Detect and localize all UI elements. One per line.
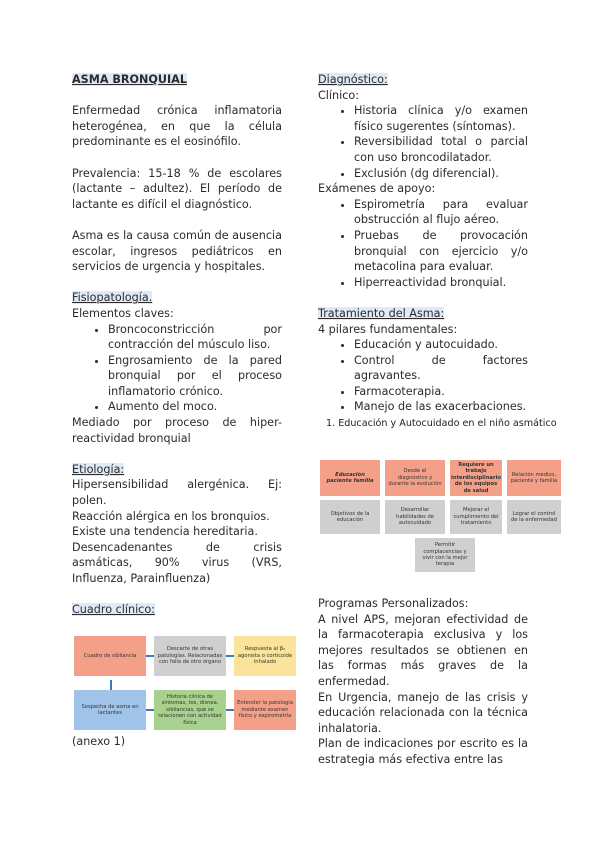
- arrow-icon: [146, 709, 154, 711]
- list-item: • Historia clínica y/o examen físico sugerentes (síntomas).: [354, 103, 528, 134]
- etio-line: Existe una tendencia hereditaria.: [72, 525, 258, 539]
- diagram-box: Desde el diagnóstico y durante la evolución: [385, 460, 445, 496]
- diagram-box: Respuesta al β₂ agonista o corticoide inhalado: [234, 636, 296, 676]
- programas-section: [318, 596, 528, 768]
- diagram-box: Permitir complacencias y vivir con la mejor terapia: [415, 538, 475, 572]
- clinico-label: Clínico:: [318, 88, 359, 102]
- tratamiento-heading: Tratamiento del Asma:: [318, 306, 445, 320]
- list-item: • Hiperreactividad bronquial.: [354, 275, 528, 291]
- causa-paragraph: Asma es la causa común de ausencia escolar, ingresos pediátricos en servicios de urgencia y hospitales.: [72, 228, 282, 274]
- list-item: • Educación y autocuidado.: [354, 337, 528, 353]
- list-item: • Reversibilidad total o parcial con uso broncodilatador.: [354, 134, 528, 165]
- list-item: • Broncoconstricción por contracción del músculo liso.: [108, 322, 282, 353]
- diagram-box: Historia clínica de síntomas, tos, disnea, sibilancias, que se relacionen con actividad física: [154, 690, 226, 730]
- etio-line: Hipersensibilidad alergénica. Ej: polen.: [72, 478, 282, 508]
- arrow-icon: [146, 655, 154, 657]
- definition-paragraph: Enfermedad crónica inflamatoria heterogénea, en que la célula predominante es el eosinófilo.: [72, 104, 282, 149]
- right-column: [318, 72, 528, 415]
- edu-diagram-title: 1. Educación y Autocuidado en el niño asmático: [326, 418, 557, 429]
- cuadro-clinico-heading: Cuadro clínico:: [72, 603, 155, 617]
- diagram-box: Relación médico, paciente y familia: [507, 460, 561, 496]
- arrow-icon: [110, 680, 112, 690]
- etiologia-heading: Etiología:: [72, 462, 125, 476]
- list-item: • Pruebas de provocación bronquial con ejercicio y/o metacolina para evaluar.: [354, 228, 528, 275]
- list-item: • Engrosamiento de la pared bronquial por el proceso inflamatorio crónico.: [108, 353, 282, 400]
- page-title: ASMA BRONQUIAL: [72, 73, 187, 86]
- fisiopatologia-heading: Fisiopatología.: [72, 291, 153, 305]
- list-item: • Farmacoterapia.: [354, 384, 528, 400]
- programas-line: A nivel APS, mejoran efectividad de la farmacoterapia exclusiva y los mejores resultados se obtienen en las formas más graves de la enfermedad.: [318, 612, 528, 688]
- diagnostico-heading: Diagnóstico:: [318, 73, 388, 86]
- diagram-box: Cuadro de sibilancia: [74, 636, 146, 676]
- tratamiento-intro: 4 pilares fundamentales:: [318, 322, 458, 336]
- fisio-outro: Mediado por proceso de hiper-reactividad bronquial: [72, 416, 282, 445]
- tratamiento-list: [318, 337, 528, 415]
- diagram-box: Sospecha de asma en lactantes: [74, 690, 146, 730]
- examenes-list: [318, 197, 528, 291]
- diagram-box: Objetivos de la educación: [320, 500, 380, 534]
- list-item: • Control de factores agravantes.: [354, 353, 528, 384]
- diagram-box: Descarte de otras patologías. Relacionadas con falla de otro órgano: [154, 636, 226, 676]
- etio-line: Desencadenantes de crisis asmáticas, 90% virus (VRS, Influenza, Parainfluenza): [72, 540, 282, 585]
- clinico-list: [318, 103, 528, 181]
- arrow-icon: [226, 709, 234, 711]
- fisio-list: [72, 322, 282, 416]
- arrow-icon: [226, 655, 234, 657]
- diagram-box: Lograr el control de la enfermedad: [507, 500, 561, 534]
- diagram-box: Entender la patología mediante examen físico y espirometría: [234, 690, 296, 730]
- anexo-label: (anexo 1): [72, 735, 126, 748]
- left-column: [72, 72, 282, 618]
- diagram-box: Educación paciente familia: [320, 460, 380, 496]
- diagram-box: Mejorar el cumplimiento del tratamiento: [450, 500, 502, 534]
- list-item: • Espirometría para evaluar obstrucción al flujo aéreo.: [354, 197, 528, 228]
- examenes-label: Exámenes de apoyo:: [318, 182, 436, 196]
- programas-line: En Urgencia, manejo de las crisis y educación relacionada con la técnica inhalatoria.: [318, 690, 528, 735]
- list-item: • Aumento del moco.: [108, 399, 282, 415]
- etio-line: Reacción alérgica en los bronquios.: [72, 509, 270, 523]
- list-item: • Exclusión (dg diferencial).: [354, 166, 528, 182]
- programas-heading: Programas Personalizados:: [318, 597, 469, 610]
- diagram-box: Requiere un trabajo interdisciplinario de los equipos de salud: [450, 460, 502, 496]
- diagram-box: Desarrollar habilidades de autocuidado: [385, 500, 445, 534]
- programas-line: Plan de indicaciones por escrito es la estrategia más efectiva entre las: [318, 737, 528, 766]
- prevalencia-paragraph: Prevalencia: 15-18 % de escolares (lactante – adultez). El período de lactante es difícil el diagnóstico.: [72, 166, 282, 211]
- fisio-intro: Elementos claves:: [72, 306, 174, 320]
- list-item: • Manejo de las exacerbaciones.: [354, 399, 528, 415]
